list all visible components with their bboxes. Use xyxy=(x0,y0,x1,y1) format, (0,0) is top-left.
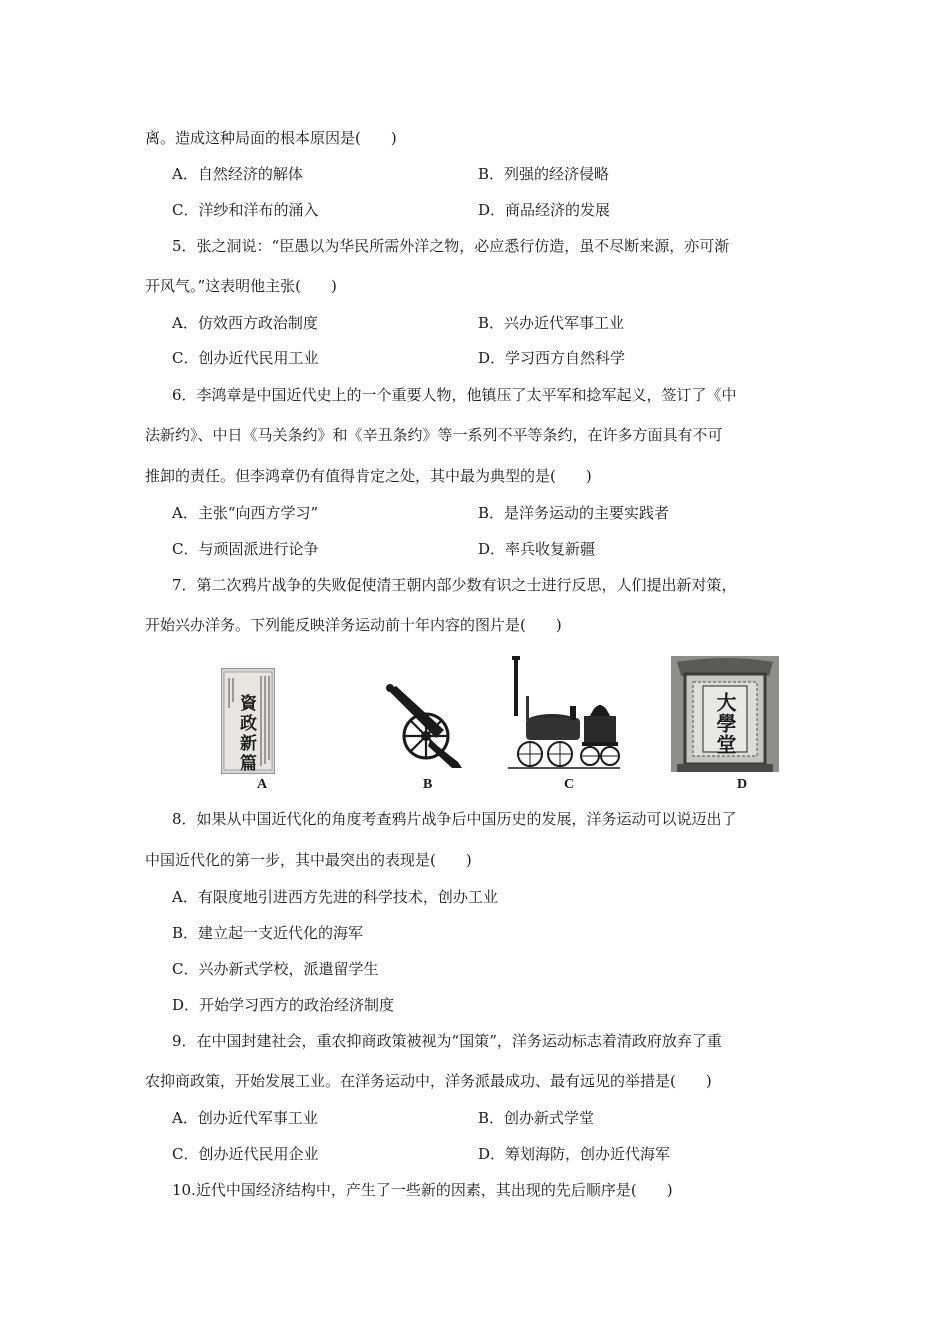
q6-stem-line1: 6．李鸿章是中国近代史上的一个重要人物，他镇压了太平军和捻军起义，签订了《中 xyxy=(172,386,737,404)
q4-option-c: C．洋纱和洋布的涌入 xyxy=(172,201,319,219)
question-4-stem-tail: 离。造成这种局面的根本原因是( ) xyxy=(145,129,397,147)
q7-stem-line1: 7．第二次鸦片战争的失败促使清王朝内部少数有识之士进行反思，人们提出新对策， xyxy=(172,576,737,594)
locomotive-image xyxy=(508,656,620,774)
q7-stem-line2: 开始兴办洋务。下列能反映洋务运动前十年内容的图片是( ) xyxy=(145,616,562,634)
q8-option-b: B．建立起一支近代化的海军 xyxy=(172,924,364,942)
cannon-image xyxy=(384,684,464,770)
q6-stem-line2: 法新约》、中日《马关条约》和《辛丑条约》等一系列不平等条约，在许多方面具有不可 xyxy=(145,426,723,444)
q5-option-d: D．学习西方自然科学 xyxy=(478,349,626,367)
q4-option-d: D．商品经济的发展 xyxy=(478,201,611,219)
q6-option-c: C．与顽固派进行论争 xyxy=(172,540,319,558)
q8-option-d: D．开始学习西方的政治经济制度 xyxy=(172,996,395,1014)
q8-stem-line1: 8．如果从中国近代化的角度考查鸦片战争后中国历史的发展，洋务运动可以说迈出了 xyxy=(172,810,737,828)
q9-stem-line1: 9．在中国封建社会，重农抑商政策被视为“国策”，洋务运动标志着清政府放弃了重 xyxy=(172,1032,722,1050)
q5-stem-line2: 开风气。”这表明他主张( ) xyxy=(145,277,337,295)
q9-stem-line2: 农抑商政策，开始发展工业。在洋务运动中，洋务派最成功、最有远见的举措是( ) xyxy=(145,1072,712,1090)
q4-option-b: B．列强的经济侵略 xyxy=(478,165,610,183)
picture-d-label: D xyxy=(737,777,748,792)
picture-c-label: C xyxy=(564,777,575,792)
book-cover-image xyxy=(221,668,275,774)
q8-stem-line2: 中国近代化的第一步，其中最突出的表现是( ) xyxy=(145,851,472,869)
book-title-text: 資政新篇 xyxy=(236,694,256,774)
q6-option-d: D．率兵收复新疆 xyxy=(478,540,596,558)
q10-stem-line1: 10.近代中国经济结构中，产生了一些新的因素，其出现的先后顺序是( ) xyxy=(172,1181,673,1199)
q9-option-b: B．创办新式学堂 xyxy=(478,1109,595,1127)
q4-option-a: A．自然经济的解体 xyxy=(172,165,303,183)
q5-option-a: A．仿效西方政治制度 xyxy=(172,314,318,332)
q8-option-a: A．有限度地引进西方先进的科学技术，创办工业 xyxy=(172,888,498,906)
q5-stem-line1: 5．张之洞说：“臣愚以为华民所需外洋之物，必应悉行仿造，虽不尽断来源，亦可渐 xyxy=(172,237,730,255)
q5-option-c: C．创办近代民用工业 xyxy=(172,349,319,367)
plaque-image xyxy=(671,656,779,772)
q9-option-a: A．创办近代军事工业 xyxy=(172,1109,318,1127)
q5-option-b: B．兴办近代军事工业 xyxy=(478,314,625,332)
q8-option-c: C．兴办新式学校，派遣留学生 xyxy=(172,960,379,978)
q9-option-d: D．筹划海防，创办近代海军 xyxy=(478,1145,671,1163)
q6-option-b: B．是洋务运动的主要实践者 xyxy=(478,504,670,522)
q6-option-a: A．主张“向西方学习” xyxy=(172,504,319,522)
picture-b-label: B xyxy=(423,777,433,792)
q6-stem-line3: 推卸的责任。但李鸿章仍有值得肯定之处，其中最为典型的是( ) xyxy=(145,467,592,485)
picture-a-label: A xyxy=(257,777,268,792)
plaque-title-text: 大學堂 xyxy=(713,692,737,755)
q9-option-c: C．创办近代民用企业 xyxy=(172,1145,319,1163)
